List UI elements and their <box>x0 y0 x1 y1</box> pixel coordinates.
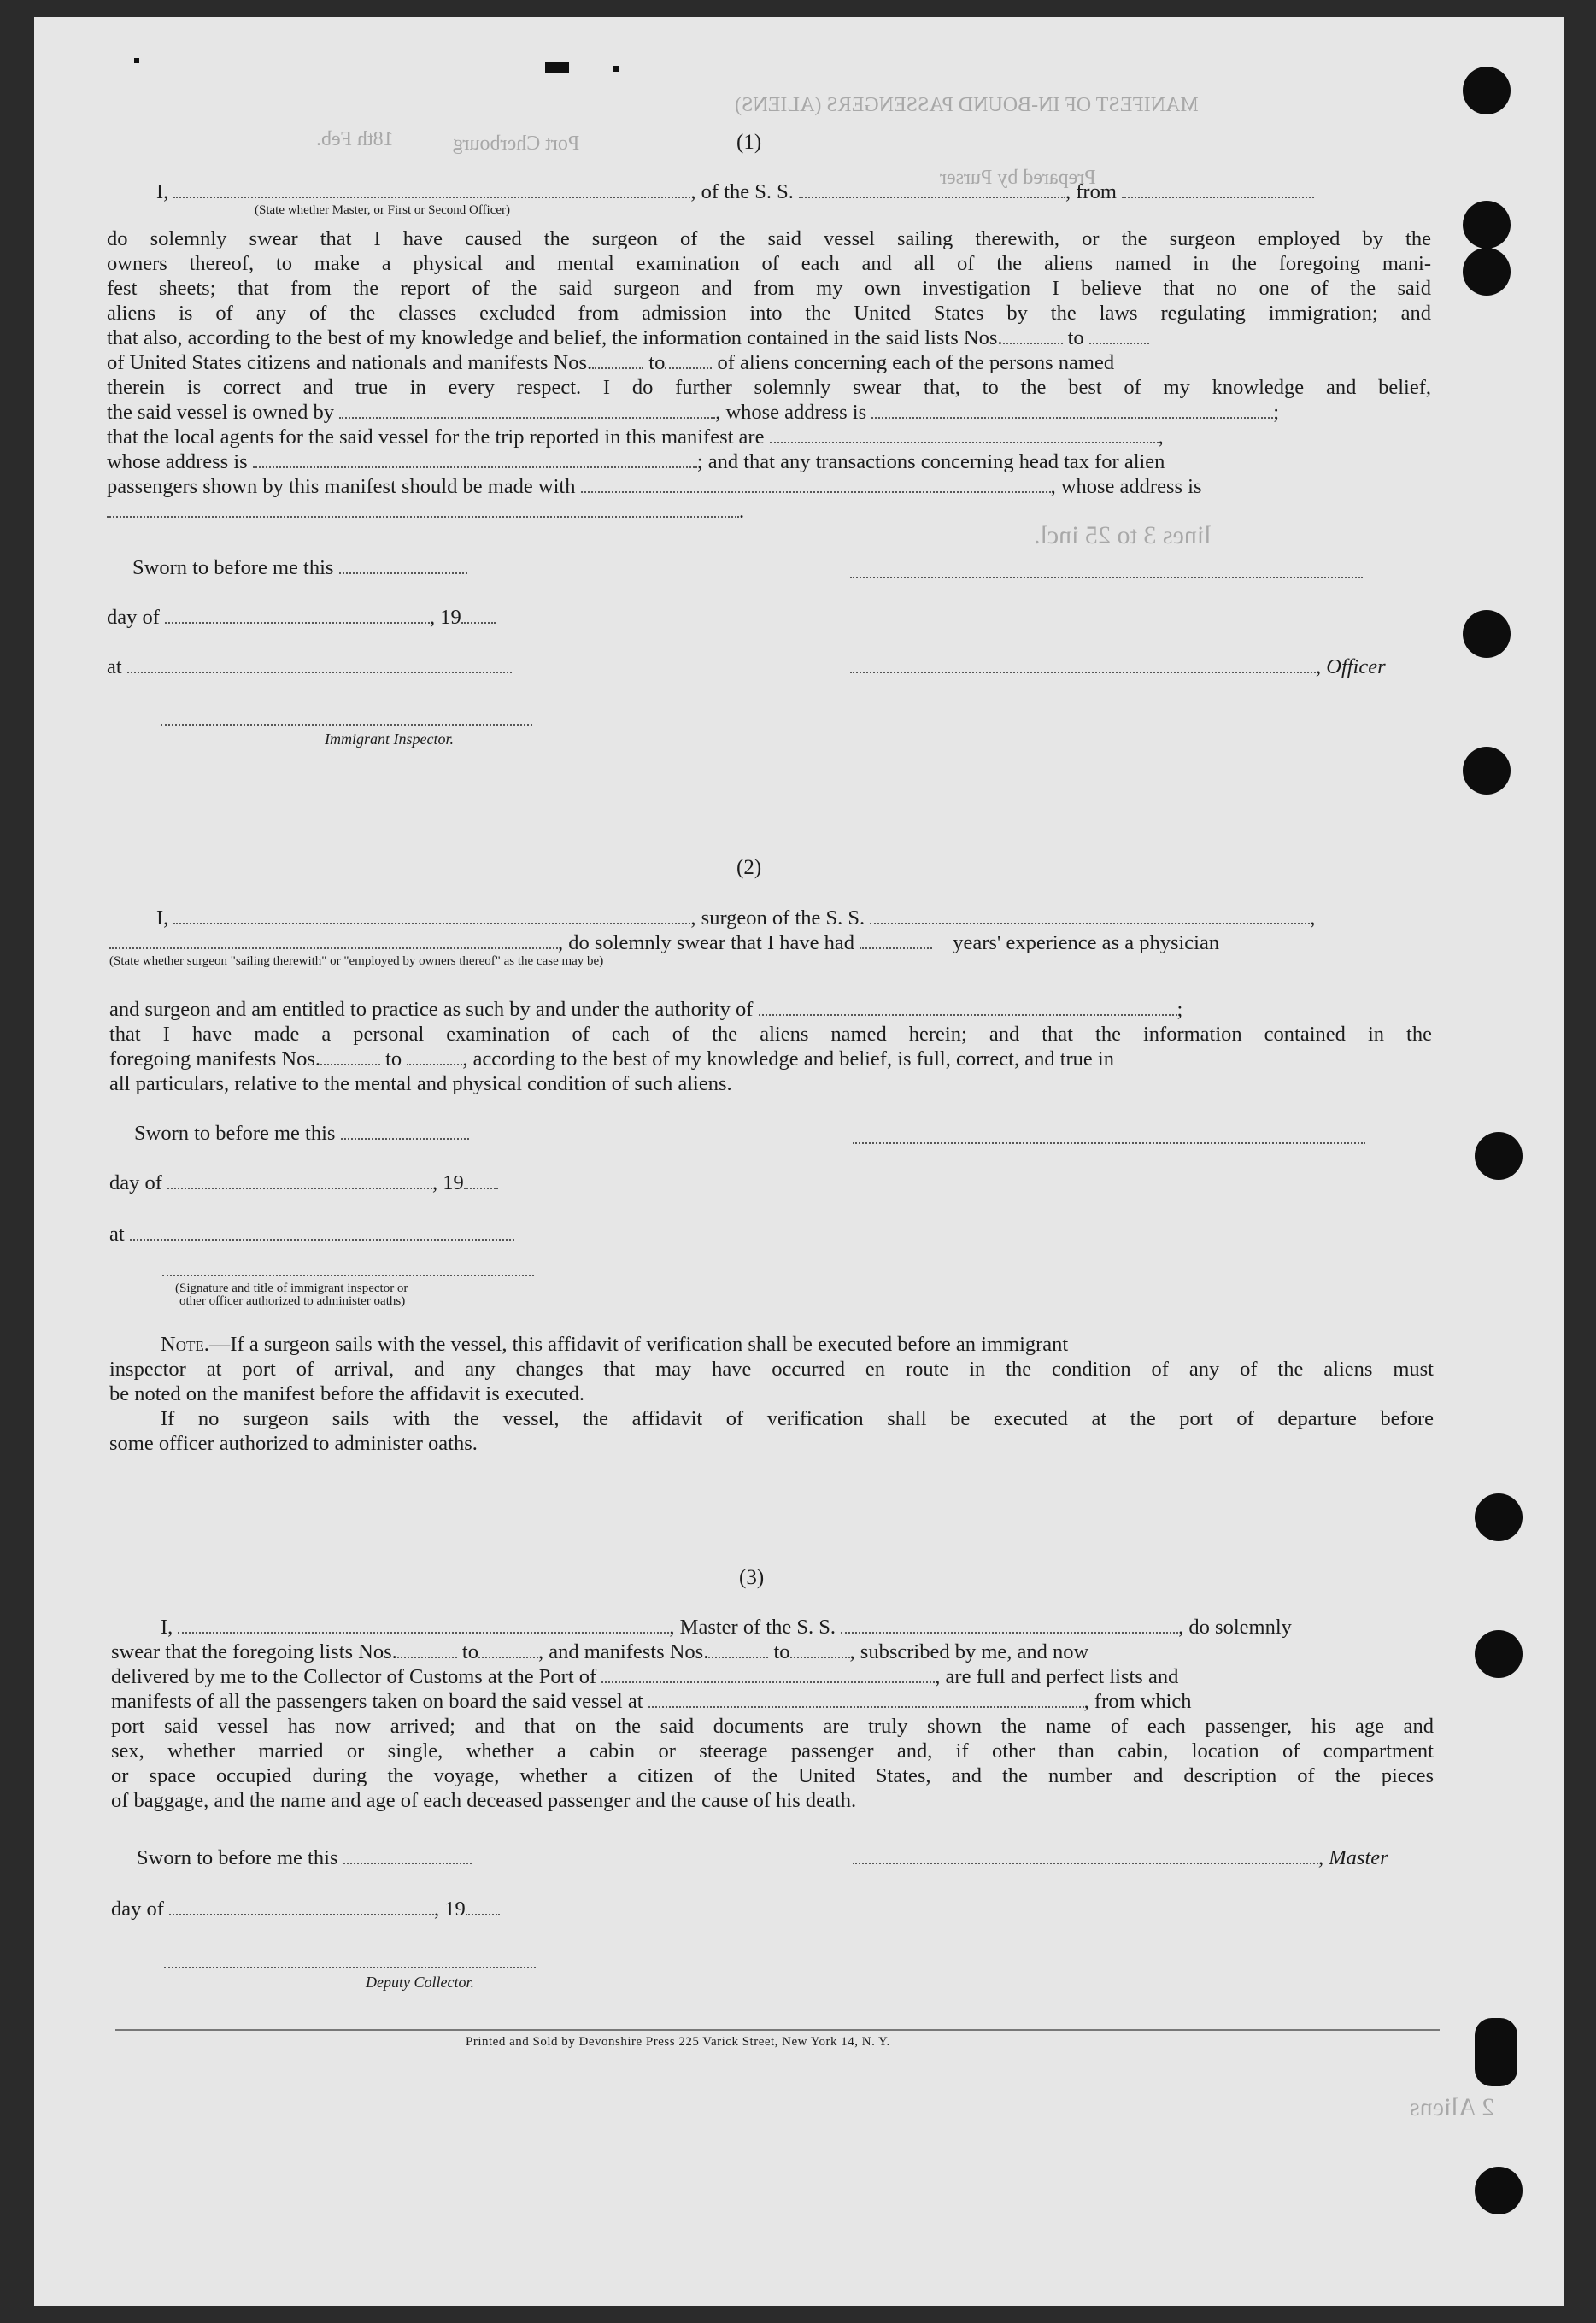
s3-day-blank[interactable] <box>169 1898 434 1915</box>
note-line-1: Note.—If a surgeon sails with the vessel, this affidavit of verification shall be executed before an immigrant <box>161 1333 1069 1356</box>
section-3-number: (3) <box>739 1566 765 1589</box>
s3-body-2: sex, whether married or single, whether a cabin or steerage passenger and, if other than cabin, location of compartment <box>111 1739 1434 1763</box>
s3-collector-sig[interactable] <box>164 1967 536 1968</box>
s1-sworn-blank[interactable] <box>339 557 467 574</box>
s2-surgeon-sig[interactable] <box>853 1142 1365 1144</box>
s1-day: day of , 19 <box>107 605 496 630</box>
s2-line-1: I, , surgeon of the S. S. , <box>156 906 1316 930</box>
punch-hole <box>1463 248 1511 296</box>
s3-master-line: , Master <box>853 1845 1388 1870</box>
s2-signature-note-1: (Signature and title of immigrant inspector or <box>175 1282 408 1295</box>
s2-signature-note-2: other officer authorized to administer oaths) <box>179 1294 406 1308</box>
s3-ship-blank[interactable] <box>841 1616 1178 1634</box>
s2-type-blank[interactable] <box>109 932 558 949</box>
punch-hole <box>1475 2018 1517 2086</box>
s1-body-3: fest sheets; that from the report of the said surgeon and from my own investigation I believe that no one of the said <box>107 277 1431 300</box>
s2-surgeon-blank[interactable] <box>173 907 690 924</box>
s2-authority-blank[interactable] <box>759 999 1177 1016</box>
s3-day: day of , 19 <box>111 1897 500 1921</box>
bleed-title: MANIFEST OF IN-BOUND PASSENGERS (ALIENS) <box>735 94 1199 116</box>
manifest-page <box>34 17 1564 2306</box>
s1-from-blank[interactable] <box>1122 181 1314 198</box>
punch-hole <box>1475 1630 1523 1678</box>
s1-i: I, <box>156 180 169 203</box>
s1-agents-address-line: whose address is ; and that any transactions concerning head tax for alien <box>107 450 1165 473</box>
s2-year-blank[interactable] <box>464 1172 498 1189</box>
note-line-5: some officer authorized to administer oaths. <box>109 1432 478 1455</box>
s3-sworn: Sworn to before me this <box>137 1845 472 1870</box>
s2-manifest-from[interactable] <box>320 1048 380 1065</box>
s3-line-1: I, , Master of the S. S. , do solemnly <box>161 1616 1292 1639</box>
s2-at-blank[interactable] <box>130 1223 514 1241</box>
punch-hole <box>1475 2167 1523 2214</box>
s2-manifest-to[interactable] <box>407 1048 462 1065</box>
s2-day: day of , 19 <box>109 1170 498 1195</box>
s3-body-4: of baggage, and the name and age of each deceased passenger and the cause of his death. <box>111 1789 857 1812</box>
s3-manifests-from[interactable] <box>708 1641 768 1658</box>
s1-body-4: aliens is of any of the classes excluded from admission into the United States by the laws regulating immigration; and <box>107 302 1431 325</box>
s2-ship-blank[interactable] <box>870 907 1310 924</box>
s1-at: at <box>107 654 512 679</box>
s1-inspector-sig[interactable] <box>161 724 532 726</box>
footer-printer: Printed and Sold by Devonshire Press 225 Varick Street, New York 14, N. Y. <box>466 2035 890 2049</box>
s1-manifest-to[interactable] <box>665 352 712 369</box>
top-mark <box>545 62 569 73</box>
punch-hole <box>1463 610 1511 658</box>
s1-body-1: do solemnly swear that I have caused the surgeon of the said vessel sailing therewith, or the surgeon employed by the <box>107 227 1431 250</box>
s1-lists-to[interactable] <box>1089 327 1149 344</box>
s2-years-blank[interactable] <box>860 932 932 949</box>
s3-body-1: port said vessel has now arrived; and that on the said documents are truly shown the name of each passenger, his age and <box>111 1715 1434 1738</box>
note-line-3: be noted on the manifest before the affidavit is executed. <box>109 1382 585 1405</box>
s1-line-1 <box>156 179 1314 204</box>
s3-line-4: manifests of all the passengers taken on board the said vessel at , from which <box>111 1690 1192 1713</box>
s2-body-2: that I have made a personal examination of each of the aliens named herein; and that the information contained in the <box>109 1023 1432 1046</box>
bleed-prepared: Prepared by Purser <box>940 167 1096 189</box>
s1-from: , from <box>1065 180 1117 203</box>
s1-owner-address[interactable] <box>871 402 1273 419</box>
s3-line-3: delivered by me to the Collector of Customs at the Port of , are full and perfect lists and <box>111 1665 1179 1688</box>
s2-day-blank[interactable] <box>167 1172 432 1189</box>
footer-rule <box>115 2029 1440 2031</box>
s1-officer-blank[interactable] <box>173 181 690 198</box>
s1-manifest-from[interactable] <box>592 352 643 369</box>
section-2-number: (2) <box>736 856 762 879</box>
s2-sworn: Sworn to before me this <box>134 1121 469 1146</box>
s1-lists-line: that also, according to the best of my knowledge and belief, the information contained in the said lists Nos. to <box>107 326 1149 350</box>
top-dot <box>613 66 619 72</box>
s2-inspector-sig[interactable] <box>162 1275 534 1276</box>
s1-agents-address[interactable] <box>253 451 697 468</box>
s1-day-blank[interactable] <box>165 607 430 624</box>
s3-sworn-blank[interactable] <box>343 1847 472 1864</box>
s3-year-blank[interactable] <box>466 1898 500 1915</box>
punch-hole <box>1463 67 1511 114</box>
s1-manifests-line: of United States citizens and nationals and manifests Nos. to of aliens concerning each of the persons named <box>107 351 1115 374</box>
note-label: Note. <box>161 1333 209 1356</box>
punch-hole <box>1463 747 1511 795</box>
s1-headtax-blank[interactable] <box>581 476 1051 493</box>
s3-manifests-to[interactable] <box>790 1641 850 1658</box>
s1-officer-note: (State whether Master, or First or Second Officer) <box>255 203 511 217</box>
s2-body-4: all particulars, relative to the mental and physical condition of such aliens. <box>109 1072 732 1095</box>
s1-headtax-address[interactable] <box>107 501 739 518</box>
s3-master-blank[interactable] <box>178 1616 669 1634</box>
punch-hole <box>1475 1493 1523 1541</box>
s3-body-3: or space occupied during the voyage, whether a citizen of the United States, and the number and description of the pieces <box>111 1764 1434 1787</box>
s1-agents-line: that the local agents for the said vessel for the trip reported in this manifest are , <box>107 425 1164 449</box>
s1-inspector-label: Immigrant Inspector. <box>325 730 454 748</box>
s3-lists-from[interactable] <box>397 1641 457 1658</box>
s1-year-blank[interactable] <box>461 607 496 624</box>
s3-line-2: swear that the foregoing lists Nos. to , and manifests Nos. to , subscribed by me, and now <box>111 1640 1089 1663</box>
punch-hole <box>1475 1132 1523 1180</box>
s3-master-sig[interactable] <box>853 1847 1318 1864</box>
s3-taken-blank[interactable] <box>648 1691 1084 1708</box>
s1-headtax-line: passengers shown by this manifest should be made with , whose address is <box>107 475 1202 498</box>
note-line-2: inspector at port of arrival, and any changes that may have occurred en route in the condition of any of the aliens must <box>109 1358 1434 1381</box>
bleed-aliens: 2 Aliens <box>1410 2093 1495 2121</box>
left-dot <box>134 58 139 63</box>
s1-officer-sig[interactable] <box>850 577 1363 578</box>
s2-line-2: , do solemnly swear that I have had years' experience as a physician <box>109 930 1219 955</box>
s1-body-2: owners thereof, to make a physical and mental examination of each and all of the aliens named in the foregoing mani- <box>107 252 1431 275</box>
s2-at: at <box>109 1222 514 1247</box>
s3-collector-label: Deputy Collector. <box>366 1974 474 1991</box>
s3-lists-to[interactable] <box>478 1641 538 1658</box>
section-1-number: (1) <box>736 131 762 154</box>
s2-authority-line: and surgeon and am entitled to practice as such by and under the authority of ; <box>109 998 1183 1021</box>
s1-at-blank[interactable] <box>127 656 512 673</box>
s1-of-ss: , of the S. S. <box>690 180 794 203</box>
s1-agents-blank[interactable] <box>770 426 1159 443</box>
s2-sworn-blank[interactable] <box>341 1123 469 1140</box>
s1-officer-blank2[interactable] <box>850 656 1316 673</box>
s1-owned-line: the said vessel is owned by , whose address is ; <box>107 401 1280 424</box>
note-line-4: If no surgeon sails with the vessel, the affidavit of verification shall be executed at the port of departure before <box>161 1407 1434 1430</box>
s1-ship-blank[interactable] <box>799 181 1065 198</box>
bleed-lines: lines 3 to 25 incl. <box>1034 521 1212 549</box>
punch-hole <box>1463 201 1511 249</box>
s1-lists-from[interactable] <box>1003 327 1063 344</box>
s2-manifests-line: foregoing manifests Nos. to , according to the best of my knowledge and belief, is full, correct, and true in <box>109 1047 1114 1071</box>
s1-officer-line: , Officer <box>850 654 1386 679</box>
s1-address-line: . <box>107 499 744 524</box>
s1-sworn: Sworn to before me this <box>132 555 467 580</box>
s1-owner-blank[interactable] <box>339 402 715 419</box>
s2-surgeon-note: (State whether surgeon "sailing therewith" or "employed by owners thereof" as the case may be) <box>109 954 604 968</box>
bleed-date: 18th Feb. <box>316 128 394 150</box>
s3-port-blank[interactable] <box>601 1666 935 1683</box>
bleed-port: Port Cherbourg <box>453 132 580 155</box>
s1-body-7: therein is correct and true in every respect. I do further solemnly swear that, to the best of my knowledge and belief, <box>107 376 1431 399</box>
